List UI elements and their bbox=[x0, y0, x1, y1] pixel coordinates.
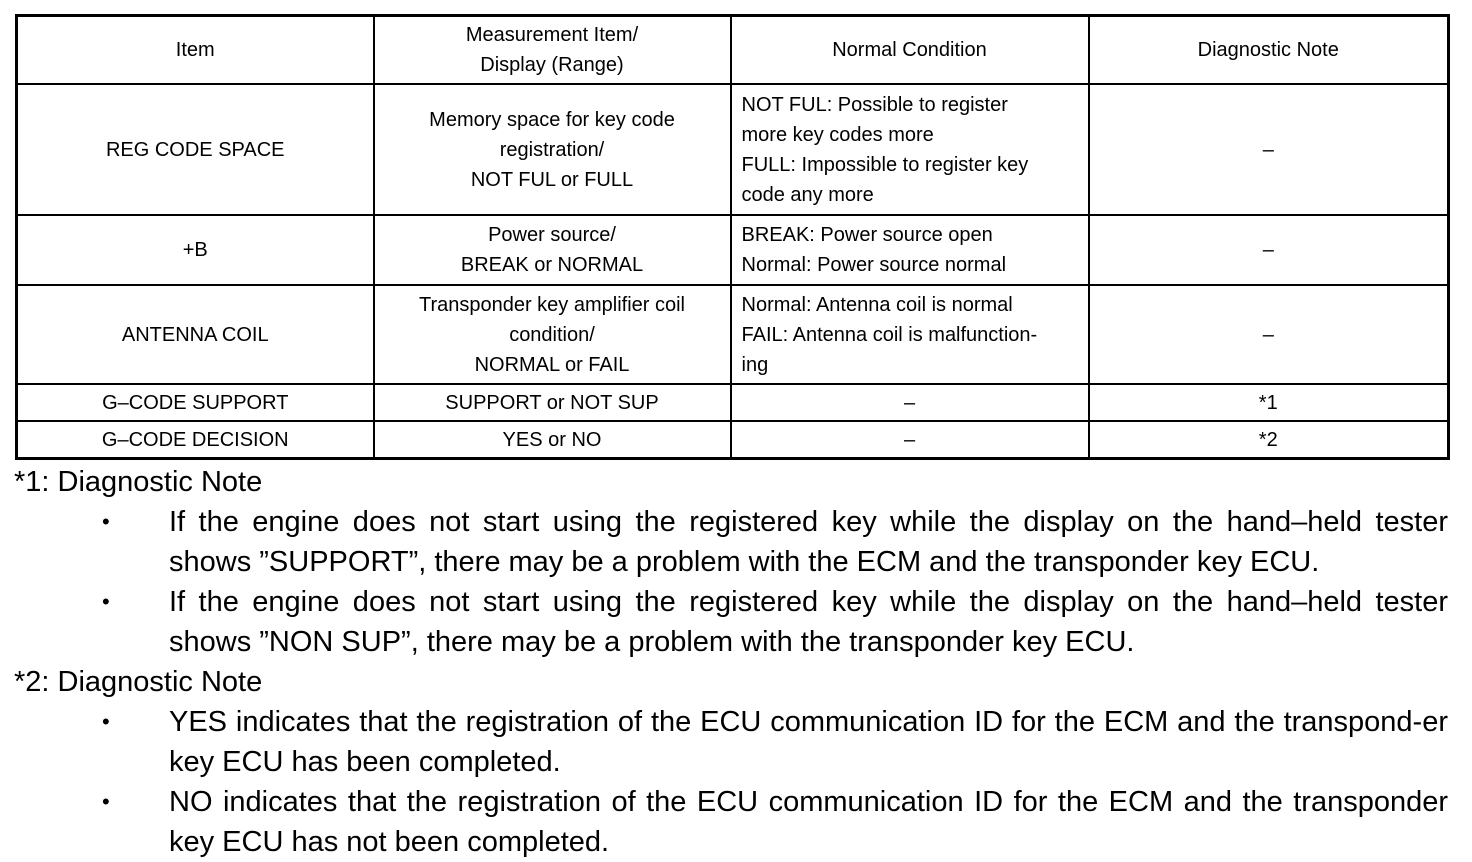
cell-normal-condition: – bbox=[731, 384, 1089, 421]
list-item bbox=[14, 702, 1448, 782]
data-list-table bbox=[15, 14, 1450, 460]
cell-normal-condition: Normal: Antenna coil is normal FAIL: Antenna coil is malfunction- ing bbox=[731, 285, 1089, 384]
cell-item: ANTENNA COIL bbox=[17, 285, 374, 384]
note-block-2 bbox=[14, 662, 1448, 862]
cell-diagnostic-note: *2 bbox=[1089, 421, 1449, 459]
bullet-text: If the engine does not start using the registered key while the display on the hand–held tester shows ”SUPPORT”, there may be a problem with the ECM and the transponder key ECU. bbox=[169, 506, 1448, 578]
cell-measurement: Transponder key amplifier coil condition/ NORMAL or FAIL bbox=[374, 285, 731, 384]
cell-item: +B bbox=[17, 215, 374, 285]
bullet-icon: • bbox=[102, 509, 110, 534]
list-item bbox=[14, 582, 1448, 662]
cell-normal-condition: BREAK: Power source open Normal: Power source normal bbox=[731, 215, 1089, 285]
bullet-icon: • bbox=[102, 589, 110, 614]
table-row bbox=[17, 84, 1449, 215]
bullet-text: NO indicates that the registration of the ECU communication ID for the ECM and the transponder key ECU has not been completed. bbox=[169, 786, 1448, 858]
table-row bbox=[17, 421, 1449, 459]
cell-item: G–CODE SUPPORT bbox=[17, 384, 374, 421]
header-item: Item bbox=[17, 16, 374, 85]
list-item bbox=[14, 782, 1448, 862]
cell-measurement: Memory space for key code registration/ NOT FUL or FULL bbox=[374, 84, 731, 215]
cell-diagnostic-note: – bbox=[1089, 84, 1449, 215]
list-item bbox=[14, 502, 1448, 582]
note-title: *2: Diagnostic Note bbox=[14, 666, 263, 698]
table-row bbox=[17, 285, 1449, 384]
cell-measurement: SUPPORT or NOT SUP bbox=[374, 384, 731, 421]
header-diagnostic-note: Diagnostic Note bbox=[1089, 16, 1449, 85]
note-block-1 bbox=[14, 462, 1448, 662]
cell-diagnostic-note: – bbox=[1089, 215, 1449, 285]
bullet-icon: • bbox=[102, 789, 110, 814]
note-title: *1: Diagnostic Note bbox=[14, 466, 263, 498]
table-row bbox=[17, 384, 1449, 421]
cell-measurement: YES or NO bbox=[374, 421, 731, 459]
cell-item: G–CODE DECISION bbox=[17, 421, 374, 459]
cell-diagnostic-note: – bbox=[1089, 285, 1449, 384]
cell-normal-condition: NOT FUL: Possible to register more key codes more FULL: Impossible to register key code any more bbox=[731, 84, 1089, 215]
header-normal-condition: Normal Condition bbox=[731, 16, 1089, 85]
bullet-text: If the engine does not start using the registered key while the display on the hand–held tester shows ”NON SUP”, there may be a problem with the transponder key ECU. bbox=[169, 586, 1448, 658]
header-measurement: Measurement Item/ Display (Range) bbox=[374, 16, 731, 85]
diagnostic-notes bbox=[14, 462, 1448, 862]
cell-measurement: Power source/ BREAK or NORMAL bbox=[374, 215, 731, 285]
bullet-icon: • bbox=[102, 709, 110, 734]
cell-item: REG CODE SPACE bbox=[17, 84, 374, 215]
bullet-text: YES indicates that the registration of the ECU communication ID for the ECM and the transpond-er key ECU has been completed. bbox=[169, 706, 1448, 778]
cell-diagnostic-note: *1 bbox=[1089, 384, 1449, 421]
table-header-row bbox=[17, 16, 1449, 85]
cell-normal-condition: – bbox=[731, 421, 1089, 459]
table-row bbox=[17, 215, 1449, 285]
